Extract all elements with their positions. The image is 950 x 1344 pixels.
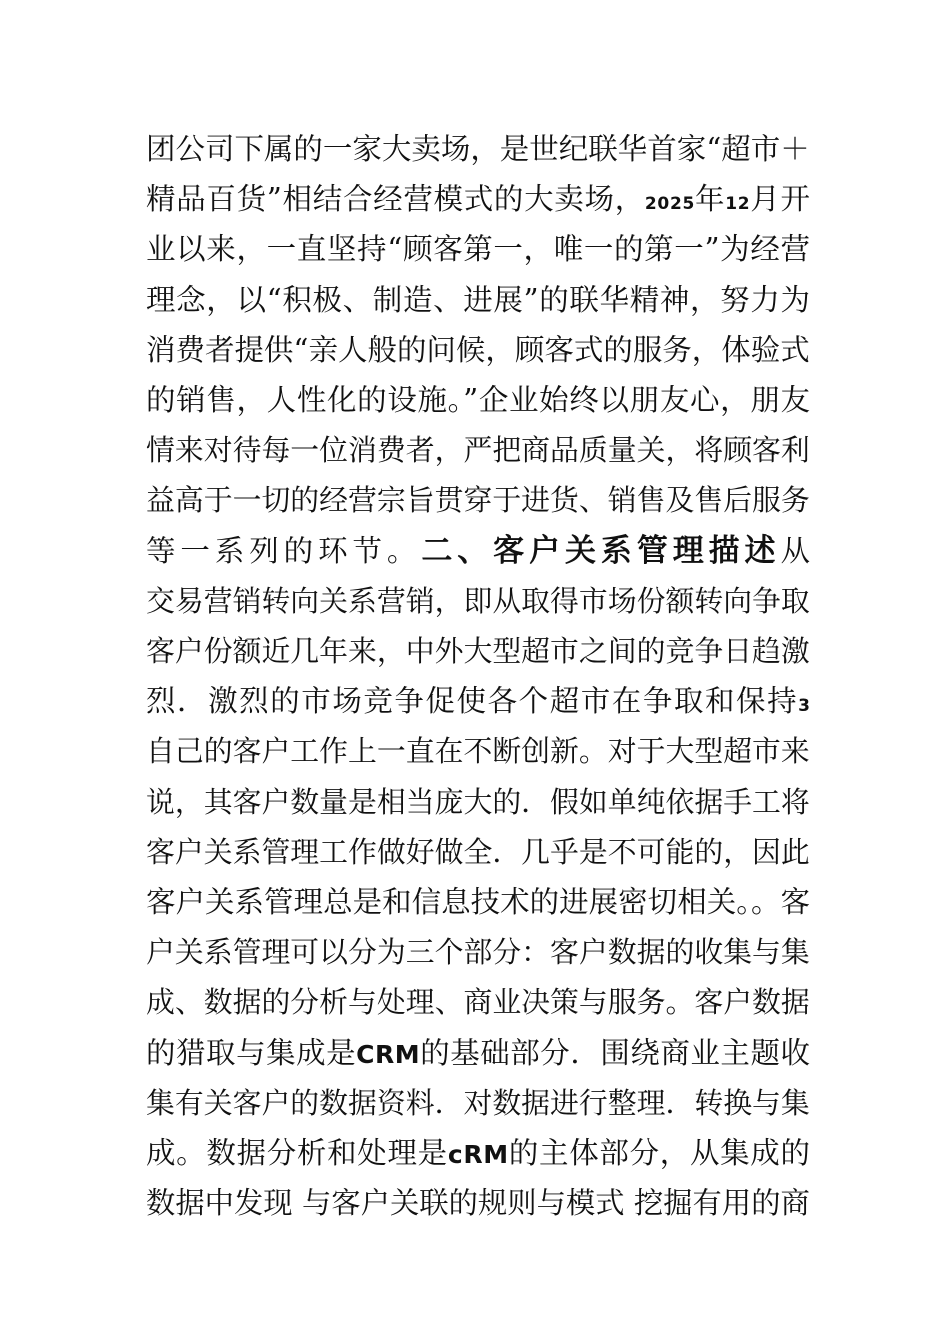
- text-line: [146, 1128, 810, 1178]
- text-segment: 2025: [644, 194, 696, 215]
- text-segment: 月开: [750, 182, 811, 217]
- text-line: [146, 425, 810, 475]
- text-segment: 成。数据分析和处理是: [146, 1136, 448, 1170]
- text-segment: 客户关系管理工作做好做全．几乎是不可能的，因此: [146, 834, 810, 869]
- text-line: [146, 927, 810, 977]
- text-line: [146, 375, 810, 425]
- text-segment: 理念，以“积极、制造、进展”的联华精神，努力为: [146, 282, 811, 317]
- text-segment: cRM: [447, 1140, 509, 1169]
- text-line: [146, 576, 810, 626]
- text-segment: 从: [780, 533, 815, 568]
- text-segment: 的猎取与集成是: [146, 1035, 357, 1070]
- text-line: [146, 124, 810, 174]
- text-segment: 说，其客户数量是相当庞大的．假如单纯依据手工将: [146, 784, 810, 819]
- text-line: [146, 676, 810, 726]
- text-line: [146, 174, 810, 224]
- text-line: [146, 526, 815, 576]
- text-segment: 数据中发现 与客户关联的规则与模式 挖掘有用的商: [146, 1186, 810, 1221]
- text-segment: 烈．激烈的市场竞争促使各个超市在争取和保持: [146, 684, 799, 719]
- text-segment: 12: [725, 194, 751, 215]
- text-line: [146, 475, 810, 525]
- text-segment: 益高于一切的经营宗旨贯穿于进货、销售及售后服务: [146, 483, 810, 518]
- text-line: [146, 977, 810, 1027]
- text-line: [146, 1078, 810, 1128]
- text-line: [146, 1178, 810, 1228]
- text-segment: 客户份额近几年来，中外大型超市之间的竞争日趋激: [146, 634, 810, 668]
- text-line: [146, 626, 810, 676]
- text-segment: 业以来，一直坚持“顾客第一，唯一的第一”为经营: [146, 232, 811, 267]
- text-line: [146, 726, 810, 776]
- text-line: [146, 224, 810, 274]
- text-line: [146, 1028, 810, 1078]
- text-segment: 的主体部分，从集成的: [508, 1136, 811, 1170]
- text-segment: 客户关系管理总是和信息技术的进展密切相关。。客: [146, 885, 811, 919]
- text-segment: 消费者提供“亲人般的问候，顾客式的服务，体验式: [146, 332, 810, 367]
- text-segment: 户关系管理可以分为三个部分：客户数据的收集与集: [146, 935, 810, 970]
- text-segment: 3: [798, 696, 812, 717]
- text-line: [146, 877, 810, 927]
- text-segment: 自己的客户工作上一直在不断创新。对于大型超市来: [146, 734, 810, 769]
- text-segment: 交易营销转向关系营销，即从取得市场份额转向争取: [146, 583, 810, 618]
- text-line: [146, 275, 810, 325]
- text-segment: CRM: [356, 1039, 421, 1069]
- text-segment: 年: [695, 182, 726, 217]
- section-heading: 二、客户关系管理描述: [421, 532, 781, 569]
- text-segment: 精品百货”相结合经营模式的大卖场，: [146, 182, 645, 217]
- text-segment: 成、数据的分析与处理、商业决策与服务。客户数据: [146, 985, 810, 1020]
- text-segment: 情来对待每一位消费者，严把商品质量关，将顾客利: [146, 433, 810, 468]
- text-segment: 集有关客户的数据资料．对数据进行整理．转换与集: [146, 1085, 810, 1120]
- text-segment: 团公司下属的一家大卖场，是世纪联华首家“超市＋: [146, 132, 810, 166]
- text-line: [146, 777, 810, 827]
- text-line: [146, 827, 810, 877]
- text-segment: 的基础部分．围绕商业主题收: [420, 1035, 811, 1070]
- text-segment: 等一系列的环节。: [146, 533, 422, 568]
- text-segment: 的销售，人性化的设施。”企业始终以朋友心，朋友: [146, 383, 811, 417]
- text-line: [146, 325, 810, 375]
